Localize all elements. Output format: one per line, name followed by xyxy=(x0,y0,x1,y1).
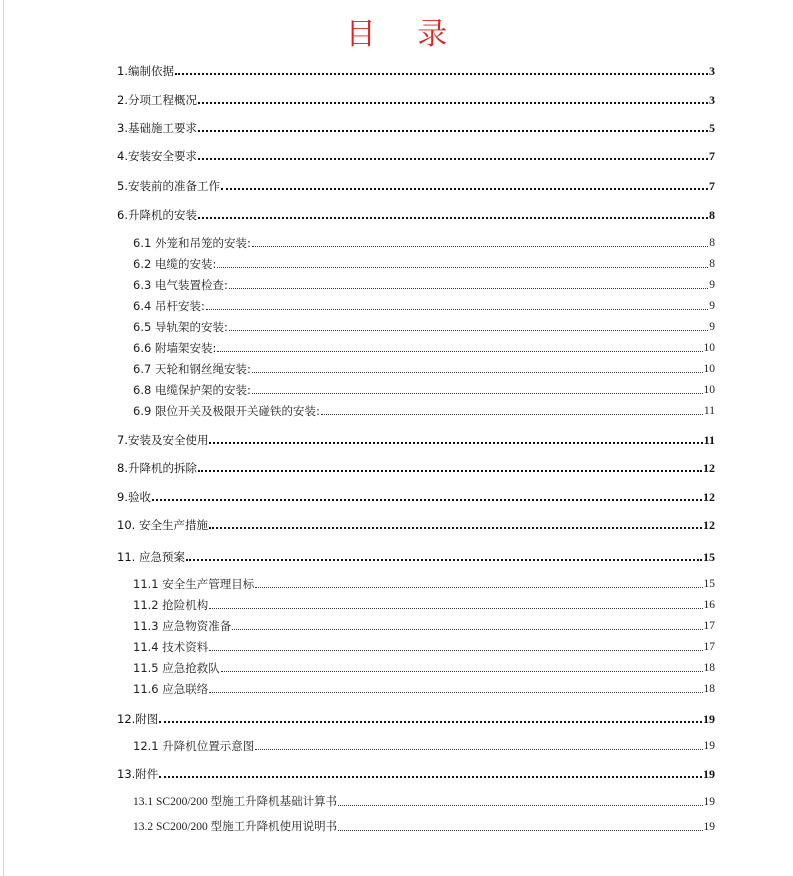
toc-entry-label: 13.附件 xyxy=(117,767,159,781)
toc-subentry[interactable] xyxy=(133,598,715,612)
toc-page-number: 16 xyxy=(703,599,715,611)
toc-entry-label: 6.1 外笼和吊笼的安装: xyxy=(133,236,251,250)
toc-entry[interactable] xyxy=(117,490,715,504)
dot-leader xyxy=(321,414,703,415)
toc-page-number: 8 xyxy=(709,237,715,249)
toc-entry[interactable] xyxy=(117,712,715,726)
toc-page-number: 19 xyxy=(703,821,715,833)
toc-subentry[interactable] xyxy=(133,299,715,313)
toc-entry-label: 11.3 应急物资准备 xyxy=(133,619,232,633)
toc-entry[interactable] xyxy=(117,179,715,193)
dot-leader xyxy=(209,527,702,529)
dot-leader xyxy=(229,288,708,289)
dot-leader xyxy=(217,351,702,352)
toc-page-number: 7 xyxy=(709,179,715,193)
toc-page-number: 18 xyxy=(703,662,715,674)
dot-leader xyxy=(159,721,702,723)
toc-entry-label: 6.3 电气装置检查: xyxy=(133,278,228,292)
toc-entry[interactable] xyxy=(117,518,715,532)
toc-entry[interactable] xyxy=(117,121,715,135)
dot-leader xyxy=(198,158,708,160)
dot-leader xyxy=(338,805,702,806)
toc-entry-label: 6.8 电缆保护架的安装: xyxy=(133,383,251,397)
toc-page-number: 9 xyxy=(709,300,715,312)
toc-page-number: 19 xyxy=(703,712,715,726)
toc-entry-label: 12.附图 xyxy=(117,712,159,726)
dot-leader xyxy=(198,217,708,219)
toc-page-number: 5 xyxy=(709,121,715,135)
toc-entry-label: 7.安装及安全使用 xyxy=(117,433,209,447)
toc-page-number: 12 xyxy=(703,461,715,475)
toc-entry-label: 6.7 天轮和钢丝绳安装: xyxy=(133,362,251,376)
toc-page-number: 12 xyxy=(703,518,715,532)
toc-page-number: 9 xyxy=(709,321,715,333)
toc-page-number: 17 xyxy=(703,641,715,653)
toc-subentry[interactable] xyxy=(133,577,715,591)
toc-entry[interactable] xyxy=(117,767,715,781)
toc-entry-label: 8.升降机的拆除 xyxy=(117,461,197,475)
toc-entry[interactable] xyxy=(117,208,715,222)
toc-page-number: 7 xyxy=(709,149,715,163)
toc-subentry[interactable] xyxy=(133,795,715,809)
toc-page-number: 19 xyxy=(703,796,715,808)
toc-entry[interactable] xyxy=(117,433,715,447)
toc-subentry[interactable] xyxy=(133,257,715,271)
dot-leader xyxy=(338,830,702,831)
toc-page-number: 17 xyxy=(703,620,715,632)
dot-leader xyxy=(255,587,702,588)
toc-subentry[interactable] xyxy=(133,341,715,355)
toc-entry-label: 6.2 电缆的安装: xyxy=(133,257,217,271)
toc-entry[interactable] xyxy=(117,64,715,78)
toc-entry-label: 9.验收 xyxy=(117,490,151,504)
dot-leader xyxy=(229,330,708,331)
toc-entry[interactable] xyxy=(117,461,715,475)
toc-entry-label: 10. 安全生产措施 xyxy=(117,518,208,532)
toc-page-number: 19 xyxy=(703,767,715,781)
toc-subentry[interactable] xyxy=(133,739,715,753)
toc-entry-label: 3.基础施工要求 xyxy=(117,121,197,135)
toc-page-number: 11 xyxy=(703,405,715,417)
toc-page-number: 9 xyxy=(709,279,715,291)
toc-page-number: 15 xyxy=(703,578,715,590)
toc-subentry[interactable] xyxy=(133,682,715,696)
toc-entry-label: 13.1 SC200/200 型施工升降机基础计算书 xyxy=(133,796,338,808)
dot-leader xyxy=(209,608,702,609)
toc-page-number: 15 xyxy=(703,550,715,564)
dot-leader xyxy=(198,102,708,104)
dot-leader xyxy=(221,671,703,672)
toc-page-number: 10 xyxy=(703,363,715,375)
toc-entry-label: 11.2 抢险机构 xyxy=(133,598,209,612)
toc-entry-label: 11.1 安全生产管理目标 xyxy=(133,577,255,591)
toc-page-number: 19 xyxy=(703,740,715,752)
toc-entry[interactable] xyxy=(117,550,715,564)
toc-entry[interactable] xyxy=(117,93,715,107)
dot-leader xyxy=(152,499,702,501)
dot-leader xyxy=(252,372,703,373)
toc-page-number: 8 xyxy=(709,208,715,222)
toc-subentry[interactable] xyxy=(133,640,715,654)
toc-page-number: 11 xyxy=(703,433,715,447)
toc-entry-label: 11.5 应急抢救队 xyxy=(133,661,220,675)
toc-entry-label: 11. 应急预案 xyxy=(117,550,185,564)
toc-page-number: 10 xyxy=(703,342,715,354)
dot-leader xyxy=(252,246,708,247)
toc-page-number: 18 xyxy=(703,683,715,695)
toc-page-number: 12 xyxy=(703,490,715,504)
toc-page-number: 3 xyxy=(709,93,715,107)
toc-entry-label: 13.2 SC200/200 型施工升降机使用说明书 xyxy=(133,821,338,833)
toc-subentry[interactable] xyxy=(133,404,715,418)
dot-leader xyxy=(217,267,708,268)
toc-entry-label: 12.1 升降机位置示意图 xyxy=(133,739,255,753)
toc-entry-label: 6.升降机的安装 xyxy=(117,208,197,222)
toc-entry[interactable] xyxy=(117,149,715,163)
toc-entry-label: 4.安装安全要求 xyxy=(117,149,197,163)
toc-page-number: 10 xyxy=(703,384,715,396)
toc-subentry[interactable] xyxy=(133,362,715,376)
toc-subentry[interactable] xyxy=(133,278,715,292)
dot-leader xyxy=(206,309,708,310)
dot-leader xyxy=(209,692,702,693)
toc-page-number: 8 xyxy=(709,258,715,270)
toc-page-number: 3 xyxy=(709,64,715,78)
dot-leader xyxy=(255,749,702,750)
dot-leader xyxy=(221,188,708,190)
dot-leader xyxy=(252,393,703,394)
toc-entry-label: 6.9 限位开关及极限开关碰铁的安装: xyxy=(133,404,320,418)
toc-entry-label: 6.5 导轨架的安装: xyxy=(133,320,228,334)
toc-subentry[interactable] xyxy=(133,661,715,675)
toc-entry-label: 2.分项工程概况 xyxy=(117,93,197,107)
toc-subentry[interactable] xyxy=(133,236,715,250)
toc-subentry[interactable] xyxy=(133,820,715,834)
toc-subentry[interactable] xyxy=(133,320,715,334)
dot-leader xyxy=(209,650,702,651)
dot-leader xyxy=(198,470,702,472)
dot-leader xyxy=(209,442,702,444)
toc-entry-label: 11.6 应急联络 xyxy=(133,682,209,696)
toc-entry-label: 6.6 附墙架安装: xyxy=(133,341,217,355)
toc-entry-label: 1.编制依据 xyxy=(117,64,174,78)
toc-entry-label: 5.安装前的准备工作 xyxy=(117,179,220,193)
dot-leader xyxy=(198,130,708,132)
toc-subentry[interactable] xyxy=(133,619,715,633)
page-title: 目 录 xyxy=(345,17,464,52)
dot-leader xyxy=(159,776,702,778)
dot-leader xyxy=(175,73,708,75)
dot-leader xyxy=(232,629,702,630)
toc-subentry[interactable] xyxy=(133,383,715,397)
toc-entry-label: 11.4 技术资料 xyxy=(133,640,209,654)
toc-entry-label: 6.4 吊杆安装: xyxy=(133,299,205,313)
dot-leader xyxy=(186,559,702,561)
